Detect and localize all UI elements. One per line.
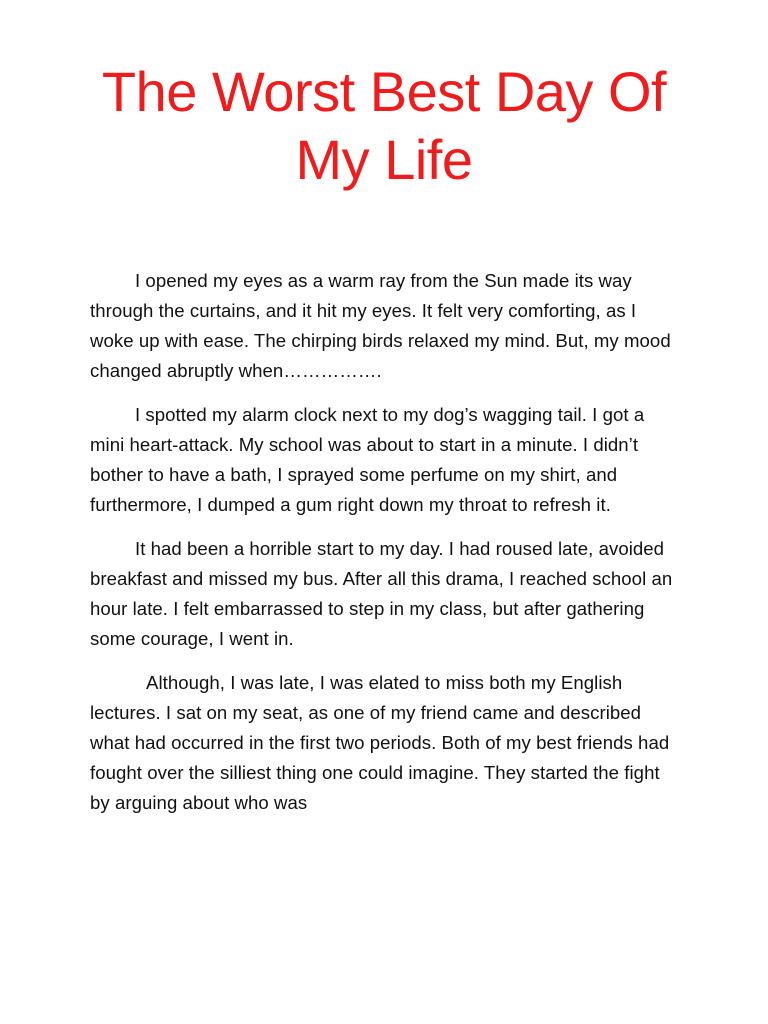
paragraph-2: I spotted my alarm clock next to my dog’s wagging tail. I got a mini heart-attack. My school was about to start in a minute. I didn’t bother to have a bath, I sprayed some perfume on my shirt, and furthermore, I dumped a gum right down my throat to refresh it. bbox=[90, 404, 645, 515]
document-title: The Worst Best Day Of My Life bbox=[101, 60, 667, 191]
paragraph-3: It had been a horrible start to my day. I had roused late, avoided breakfast and missed my bus. After all this drama, I reached school an hour late. I felt embarrassed to step in my class, but after gathering some courage, I went in. bbox=[90, 538, 673, 649]
paragraph-4: Although, I was late, I was elated to miss both my English lectures. I sat on my seat, as one of my friend came and described what had occurred in the first two periods. Both of my best friends had fought over the silliest thing one could imagine. They started the fight by arguing about who was bbox=[90, 672, 670, 813]
paragraph-1: I opened my eyes as a warm ray from the Sun made its way through the curtains, and it hit my eyes. It felt very comforting, as I woke up with ease. The chirping birds relaxed my mind. But, my mood changed abruptly when……………. bbox=[90, 270, 671, 381]
document-body bbox=[90, 266, 682, 832]
